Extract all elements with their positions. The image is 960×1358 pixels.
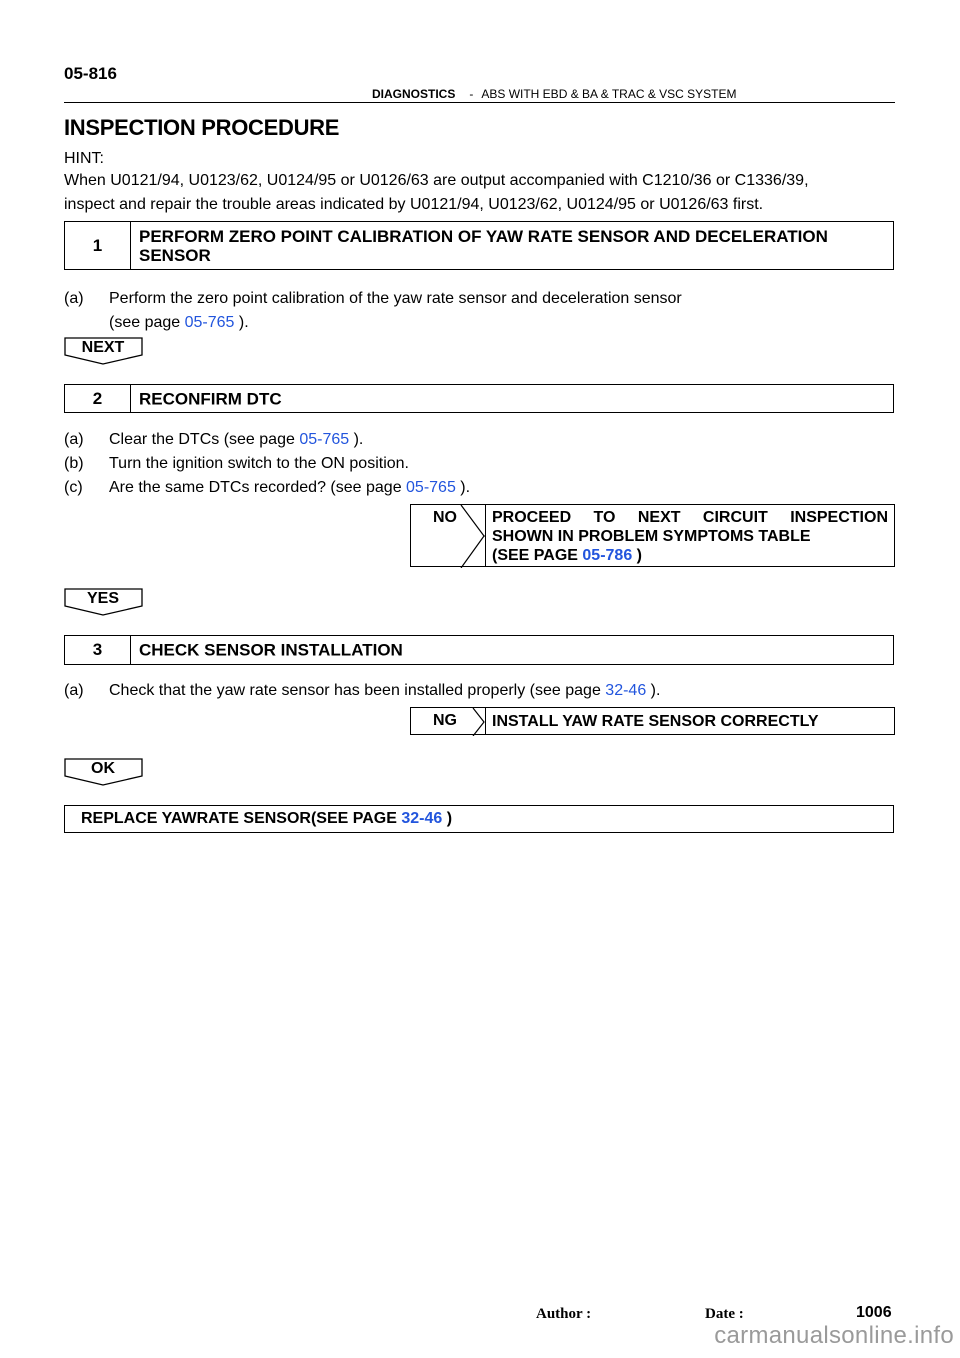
- step-number: 2: [65, 385, 131, 412]
- result-divider: [485, 708, 486, 734]
- step-title: PERFORM ZERO POINT CALIBRATION OF YAW RATE SENSOR AND DECELERATION SENSOR: [139, 226, 828, 265]
- result-line-2: SHOWN IN PROBLEM SYMPTOMS TABLE: [492, 528, 811, 545]
- item-text: Are the same DTCs recorded? (see page: [109, 479, 407, 496]
- result-divider: [485, 505, 486, 566]
- item-suffix: ).: [646, 682, 661, 699]
- item-text: (see page: [109, 314, 185, 331]
- item-text: Turn the ignition switch to the ON position.: [109, 455, 409, 472]
- item-text: Perform the zero point calibration of the yaw rate sensor and deceleration sensor: [109, 290, 682, 307]
- result-code: NG: [433, 712, 457, 729]
- step-2-item-b: [64, 452, 409, 476]
- subsection-name: ABS WITH EBD & BA & TRAC & VSC SYSTEM: [481, 87, 737, 101]
- page-link[interactable]: 05-765: [184, 314, 235, 331]
- item-label: (a): [64, 290, 84, 307]
- step-1-item-a-cont: [109, 311, 249, 335]
- result-line-1: PROCEED TO NEXT CIRCUIT INSPECTION: [492, 509, 888, 526]
- final-action-text: [81, 810, 452, 828]
- step-3-result-ng: [410, 707, 895, 735]
- section-name: DIAGNOSTICS: [372, 87, 456, 101]
- result-text: [492, 508, 888, 565]
- item-text: Clear the DTCs (see page: [109, 431, 300, 448]
- item-label: (b): [64, 455, 84, 472]
- result-suffix: ): [632, 547, 642, 564]
- step-1-box: [64, 221, 894, 270]
- step-2-result-no: [410, 504, 895, 567]
- tag-label: YES: [86, 590, 119, 607]
- step-number: 1: [65, 222, 131, 269]
- next-tag: [64, 337, 142, 359]
- ok-tag: [64, 758, 142, 780]
- final-text: REPLACE YAWRATE SENSOR(SEE PAGE: [81, 810, 402, 827]
- result-line-3: [492, 546, 888, 565]
- page-title: INSPECTION PROCEDURE: [64, 115, 340, 140]
- header-rule: [64, 102, 895, 103]
- item-label: (a): [64, 431, 84, 448]
- step-2-box: [64, 384, 894, 413]
- running-header: [372, 87, 737, 101]
- item-label: (a): [64, 682, 84, 699]
- final-suffix: ): [442, 810, 453, 827]
- result-line-1: INSTALL YAW RATE SENSOR CORRECTLY: [492, 713, 819, 730]
- footer-page-number: 1006: [856, 1304, 892, 1321]
- yes-tag: [64, 588, 142, 610]
- page-number: 05-816: [64, 64, 117, 83]
- hint-line-2: inspect and repair the trouble areas indicated by U0121/94, U0123/62, U0124/95 or U0126/63 first.: [64, 196, 764, 213]
- author-label: Author :: [536, 1306, 592, 1322]
- step-2-item-a: [64, 428, 363, 452]
- step-number: 3: [65, 636, 131, 664]
- hint-text: [64, 169, 896, 217]
- step-2-item-c: [64, 476, 470, 500]
- page-link[interactable]: 32-46: [605, 682, 647, 699]
- page-link[interactable]: 32-46: [401, 810, 443, 827]
- item-label: (c): [64, 479, 83, 496]
- item-text: Check that the yaw rate sensor has been installed properly (see page: [109, 682, 606, 699]
- item-suffix: ).: [234, 314, 249, 331]
- step-title: RECONFIRM DTC: [139, 389, 282, 408]
- step-1-item-a: [64, 287, 682, 311]
- step-3-item-a: [64, 679, 660, 703]
- result-line-3-text: (SEE PAGE: [492, 547, 583, 564]
- result-code: NO: [433, 509, 457, 526]
- hint-line-1: When U0121/94, U0123/62, U0124/95 or U0126/63 are output accompanied with C1210/36 or C1336/39,: [64, 172, 809, 189]
- header-dash: -: [469, 87, 474, 101]
- tag-label: NEXT: [81, 339, 125, 356]
- item-suffix: ).: [455, 479, 471, 496]
- tag-label: OK: [91, 760, 115, 777]
- hint-label: HINT:: [64, 150, 104, 167]
- page-link[interactable]: 05-765: [406, 479, 456, 496]
- final-action-box: [64, 805, 894, 833]
- step-3-box: [64, 635, 894, 665]
- page-link[interactable]: 05-786: [582, 547, 633, 564]
- watermark: carmanualsonline.info: [714, 1322, 954, 1349]
- date-label: Date :: [705, 1306, 744, 1322]
- step-title: CHECK SENSOR INSTALLATION: [139, 640, 403, 660]
- item-suffix: ).: [349, 431, 364, 448]
- page-link[interactable]: 05-765: [299, 431, 350, 448]
